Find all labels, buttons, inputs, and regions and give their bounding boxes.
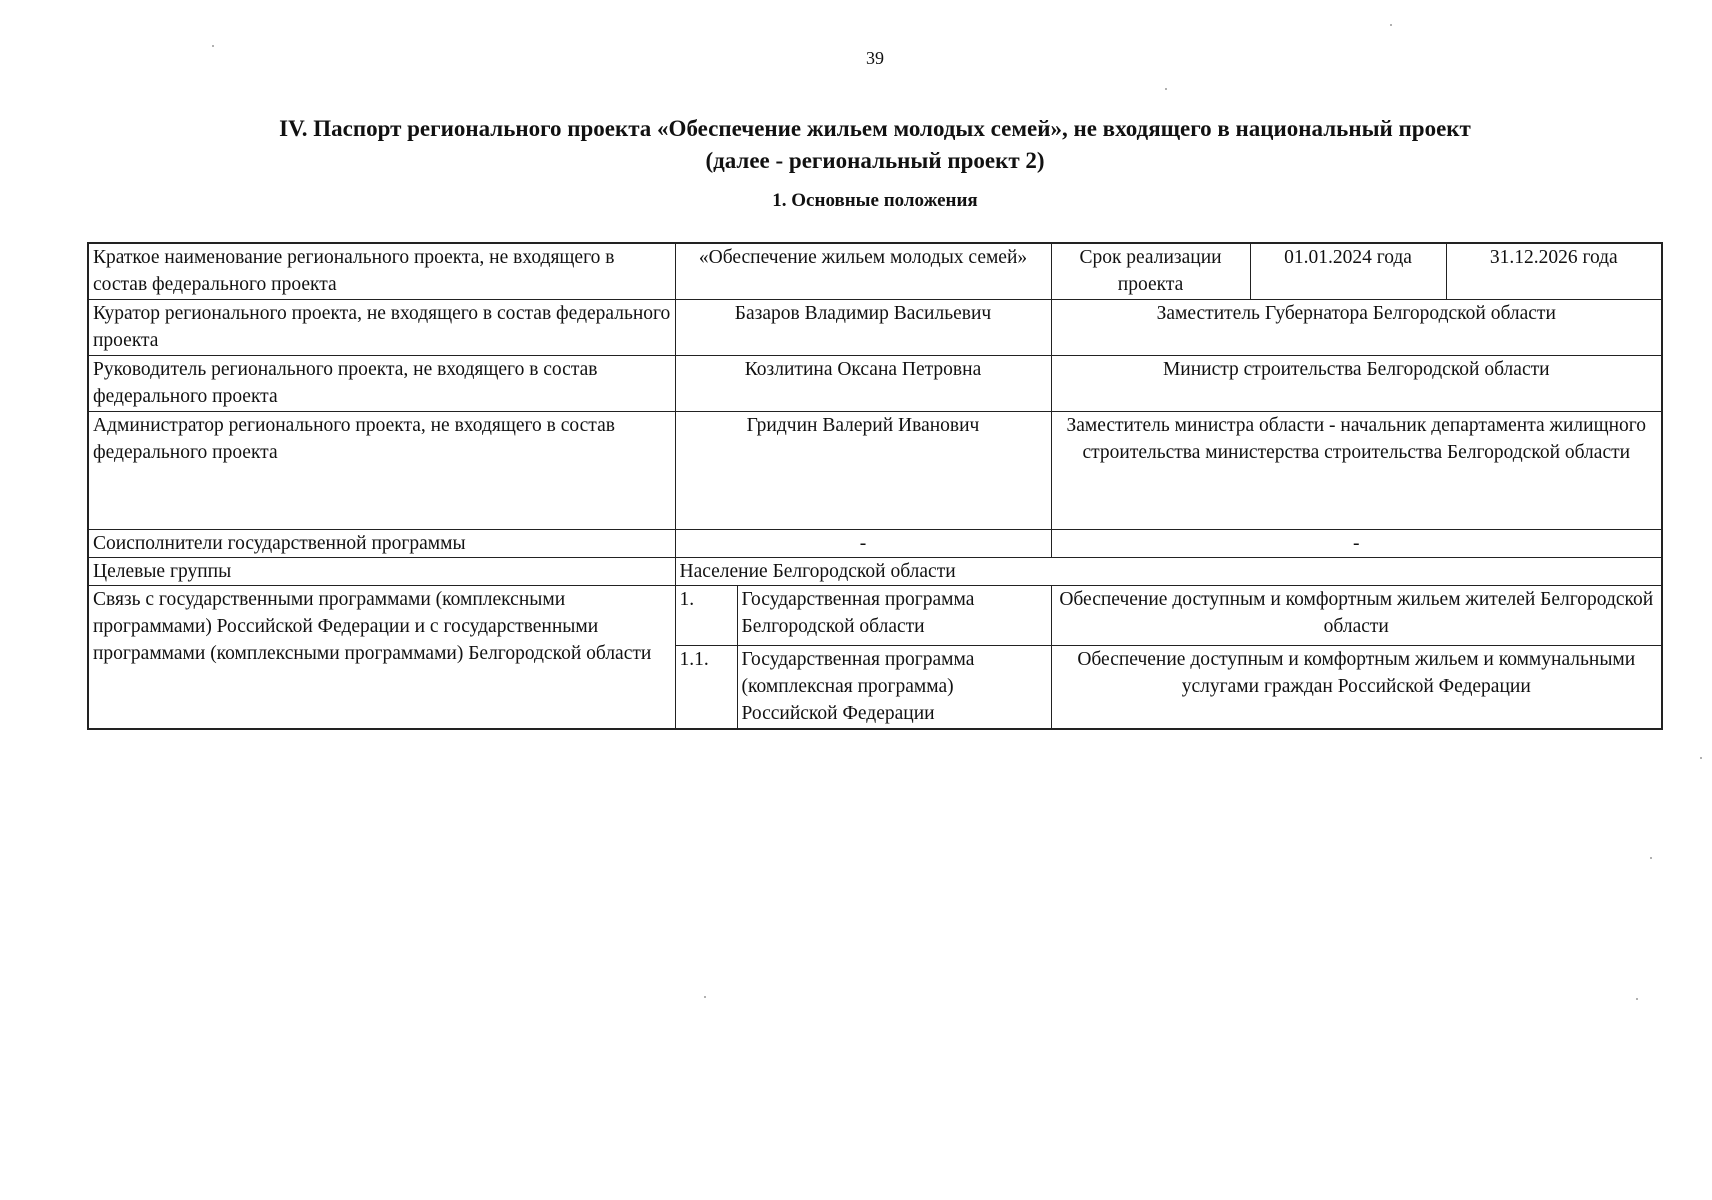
scan-speck [1650, 857, 1652, 859]
row-label-administrator: Администратор регионального проекта, не входящего в состав федерального проекта [88, 411, 675, 529]
passport-table [87, 242, 1663, 730]
scan-speck [1165, 88, 1167, 90]
program-item-name: Государственная программа Белгородской области [737, 585, 1051, 645]
scan-speck [212, 45, 214, 47]
curator-name: Базаров Владимир Васильевич [675, 299, 1051, 355]
start-date: 01.01.2024 года [1250, 243, 1446, 299]
project-short-name: «Обеспечение жильем молодых семей» [675, 243, 1051, 299]
program-item-number: 1. [675, 585, 737, 645]
page-title [60, 113, 1690, 177]
program-item-number: 1.1. [675, 645, 737, 729]
title-line-2: (далее - региональный проект 2) [705, 148, 1045, 173]
table-row [88, 411, 1662, 529]
row-label-head: Руководитель регионального проекта, не входящего в состав федерального проекта [88, 355, 675, 411]
end-date: 31.12.2026 года [1446, 243, 1662, 299]
row-label-short-name: Краткое наименование регионального проекта, не входящего в состав федерального проекта [88, 243, 675, 299]
table-row [88, 529, 1662, 557]
target-groups-value: Население Белгородской области [675, 557, 1662, 585]
table-row [88, 299, 1662, 355]
administrator-name: Гридчин Валерий Иванович [675, 411, 1051, 529]
scan-speck [1700, 757, 1702, 759]
administrator-position: Заместитель министра области - начальник департамента жилищного строительства министерства строительства Белгородской области [1051, 411, 1662, 529]
table-row [88, 355, 1662, 411]
row-label-program-links: Связь с государственными программами (комплексными программами) Российской Федерации и с государственными программами (комплексными программами) Белгородской области [88, 585, 675, 729]
head-name: Козлитина Оксана Петровна [675, 355, 1051, 411]
table-row [88, 557, 1662, 585]
row-label-target-groups: Целевые группы [88, 557, 675, 585]
program-item-name: Государственная программа (комплексная программа) Российской Федерации [737, 645, 1051, 729]
period-label: Срок реализации проекта [1051, 243, 1250, 299]
head-position: Министр строительства Белгородской области [1051, 355, 1662, 411]
scan-speck [1636, 998, 1638, 1000]
page-number: 39 [866, 48, 884, 68]
table-row [88, 585, 1662, 645]
coexecutors-value-1: - [675, 529, 1051, 557]
scan-speck [1390, 24, 1392, 26]
title-line-1: IV. Паспорт регионального проекта «Обеспечение жильем молодых семей», не входящего в национальный проект [279, 116, 1471, 141]
row-label-coexecutors: Соисполнители государственной программы [88, 529, 675, 557]
program-item-description: Обеспечение доступным и комфортным жильем жителей Белгородской области [1051, 585, 1662, 645]
scan-speck [704, 996, 706, 998]
program-item-description: Обеспечение доступным и комфортным жильем и коммунальными услугами граждан Российской Федерации [1051, 645, 1662, 729]
curator-position: Заместитель Губернатора Белгородской области [1051, 299, 1662, 355]
table-row [88, 243, 1662, 299]
row-label-curator: Куратор регионального проекта, не входящего в состав федерального проекта [88, 299, 675, 355]
coexecutors-value-2: - [1051, 529, 1662, 557]
section-title: 1. Основные положения [772, 190, 978, 211]
